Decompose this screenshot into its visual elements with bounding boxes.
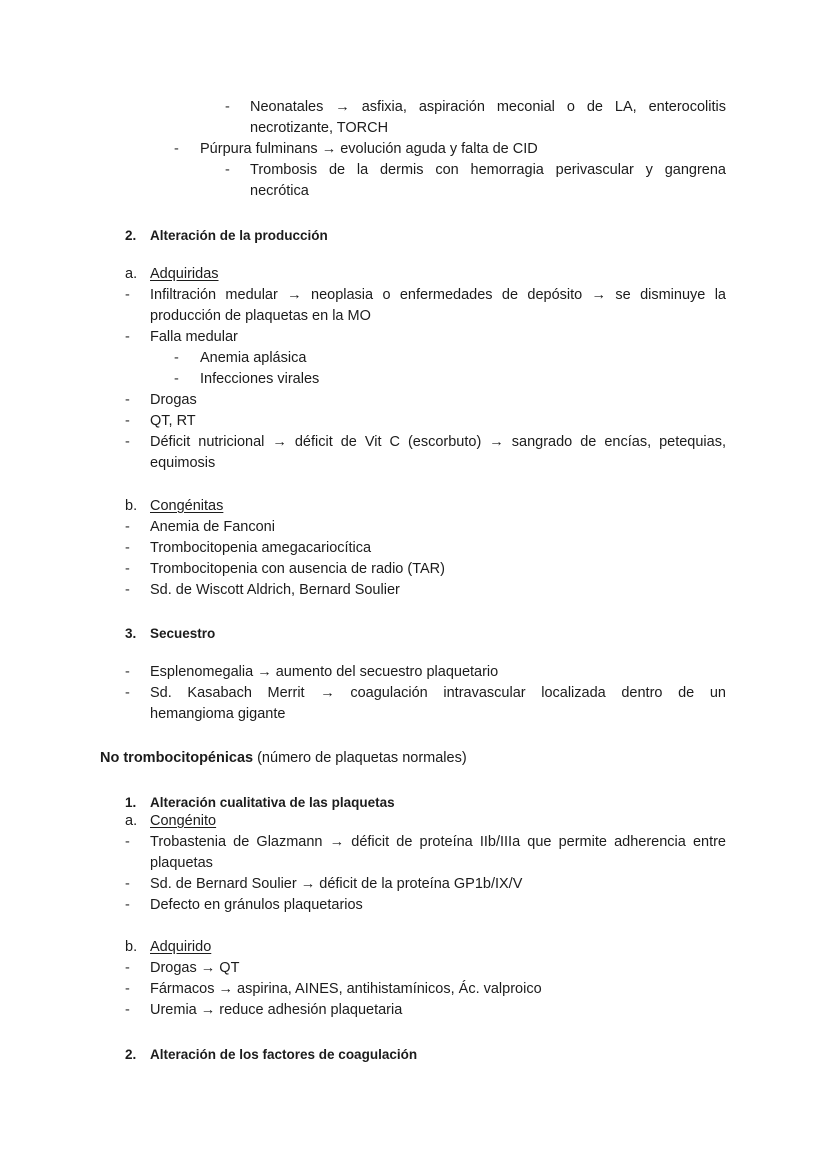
- bullet-dash: -: [225, 162, 230, 178]
- list-item: Drogas: [150, 392, 197, 408]
- bullet-dash: -: [125, 329, 130, 345]
- neonatales-line2: necrotizante, TORCH: [250, 120, 389, 136]
- list-item: Anemia de Fanconi: [150, 519, 275, 535]
- bullet-dash: -: [125, 582, 130, 598]
- list-item: Trombocitopenia amegacariocítica: [150, 540, 372, 556]
- subsection-heading: Adquiridas: [150, 266, 219, 282]
- list-item-cont: hemangioma gigante: [150, 706, 286, 722]
- bullet-dash: -: [125, 876, 130, 892]
- list-item: Sd. de Bernard Soulier → déficit de la proteína GP1b/IX/V: [150, 876, 523, 892]
- list-item: Infiltración medular → neoplasia o enfermedades de depósito → se disminuye la: [150, 287, 726, 303]
- bullet-dash: -: [125, 561, 130, 577]
- bullet-dash: -: [125, 287, 130, 303]
- list-item-cont: equimosis: [150, 455, 216, 471]
- bullet-dash: -: [225, 99, 230, 115]
- list-item: Trobastenia de Glazmann → déficit de proteína IIb/IIIa que permite adherencia entre: [150, 834, 726, 850]
- neonatales-line1: Neonatales → asfixia, aspiración meconial o de LA, enterocolitis: [250, 99, 726, 115]
- section-number: 1.: [125, 795, 137, 810]
- bullet-dash: -: [174, 350, 179, 366]
- list-item: Sd. de Wiscott Aldrich, Bernard Soulier: [150, 582, 400, 598]
- list-item-cont: producción de plaquetas en la MO: [150, 308, 371, 324]
- trombosis-line1: Trombosis de la dermis con hemorragia perivascular y gangrena: [250, 162, 726, 178]
- list-item: Defecto en gránulos plaquetarios: [150, 897, 363, 913]
- list-item: Sd. Kasabach Merrit → coagulación intravascular localizada dentro de un: [150, 685, 726, 701]
- list-item: Fármacos → aspirina, AINES, antihistamínicos, Ác. valproico: [150, 981, 542, 997]
- bullet-dash: -: [125, 664, 130, 680]
- list-item: QT, RT: [150, 413, 196, 429]
- list-item: Drogas → QT: [150, 960, 240, 976]
- subsection-letter: b.: [125, 498, 138, 514]
- list-item: Uremia → reduce adhesión plaquetaria: [150, 1002, 403, 1018]
- trombosis-line2: necrótica: [250, 183, 309, 199]
- bullet-dash: -: [125, 434, 130, 450]
- list-item: Falla medular: [150, 329, 238, 345]
- list-item: Déficit nutricional → déficit de Vit C (escorbuto) → sangrado de encías, petequias,: [150, 434, 726, 450]
- list-item: Esplenomegalia → aumento del secuestro plaquetario: [150, 664, 499, 680]
- list-item-cont: plaquetas: [150, 855, 213, 871]
- category-heading-note: (número de plaquetas normales): [253, 750, 467, 766]
- bullet-dash: -: [174, 371, 179, 387]
- subsection-letter: a.: [125, 266, 138, 282]
- subsection-letter: b.: [125, 939, 138, 955]
- list-item: Trombocitopenia con ausencia de radio (TAR): [150, 561, 445, 577]
- section-heading: Alteración cualitativa de las plaquetas: [150, 795, 395, 810]
- bullet-dash: -: [125, 960, 130, 976]
- list-subitem: Anemia aplásica: [200, 350, 307, 366]
- bullet-dash: -: [125, 1002, 130, 1018]
- section-heading: Secuestro: [150, 626, 216, 641]
- bullet-dash: -: [125, 540, 130, 556]
- section-heading: Alteración de la producción: [150, 228, 328, 243]
- bullet-dash: -: [174, 141, 179, 157]
- subsection-heading: Congénitas: [150, 498, 224, 514]
- purpura-line: Púrpura fulminans → evolución aguda y falta de CID: [200, 141, 538, 157]
- bullet-dash: -: [125, 413, 130, 429]
- bullet-dash: -: [125, 981, 130, 997]
- category-heading-bold: No trombocitopénicas: [100, 750, 254, 766]
- subsection-letter: a.: [125, 813, 138, 829]
- section-number: 2.: [125, 228, 137, 243]
- bullet-dash: -: [125, 834, 130, 850]
- section-number: 3.: [125, 626, 137, 641]
- subsection-heading: Adquirido: [150, 939, 212, 955]
- section-heading: Alteración de los factores de coagulación: [150, 1047, 418, 1062]
- bullet-dash: -: [125, 519, 130, 535]
- bullet-dash: -: [125, 897, 130, 913]
- category-heading: [100, 748, 467, 769]
- section-number: 2.: [125, 1047, 137, 1062]
- list-subitem: Infecciones virales: [200, 371, 320, 387]
- subsection-heading: Congénito: [150, 813, 217, 829]
- bullet-dash: -: [125, 392, 130, 408]
- bullet-dash: -: [125, 685, 130, 701]
